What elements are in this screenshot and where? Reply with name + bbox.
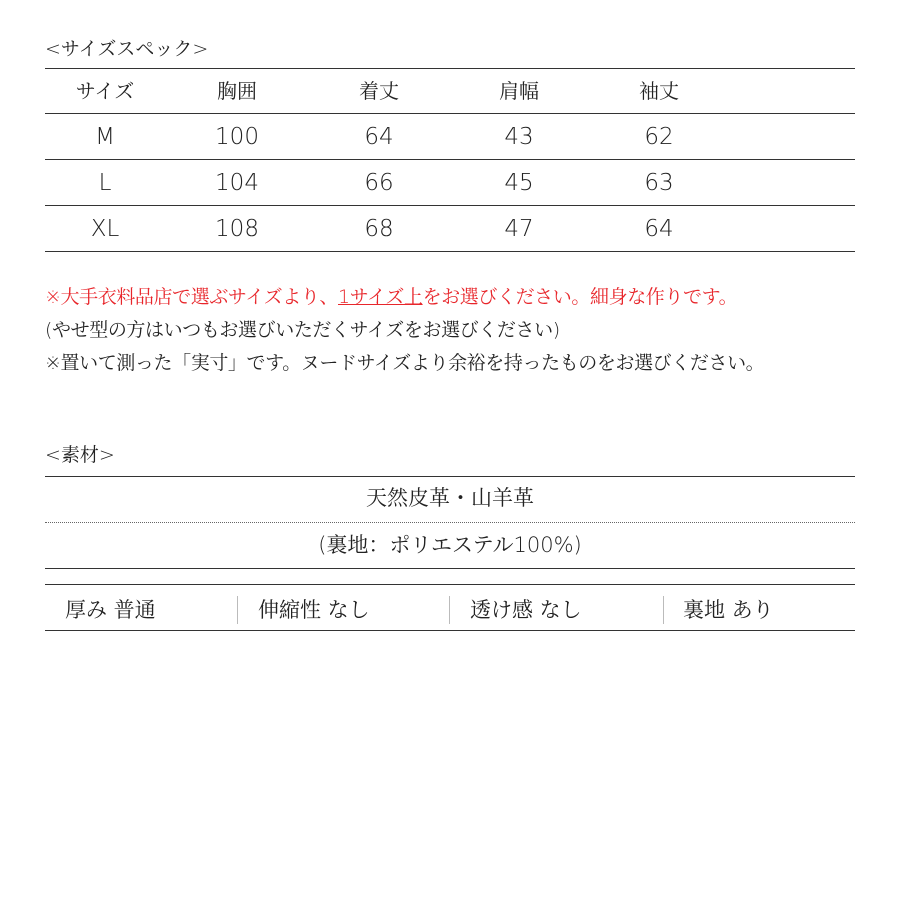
cell-shoulder: 47 [504, 216, 534, 242]
table-row [45, 160, 855, 206]
property-separator [663, 596, 664, 624]
cell-length: 66 [364, 170, 394, 196]
table-row [45, 206, 855, 252]
size-spec-title: <サイズスペック> [45, 38, 209, 60]
material-title: <素材> [45, 444, 115, 466]
material-bottom-rule [45, 568, 855, 569]
cell-size: XL [90, 216, 120, 242]
cell-chest: 100 [215, 124, 259, 150]
properties-bottom-rule [45, 630, 855, 631]
note-red-part1: ※大手衣料品店で選ぶサイズより、 [45, 286, 339, 308]
property-separator [237, 596, 238, 624]
properties-row [45, 590, 855, 630]
sizing-note-red [45, 282, 737, 309]
header-sleeve: 袖丈 [639, 79, 679, 103]
table-row [45, 114, 855, 160]
cell-shoulder: 45 [504, 170, 534, 196]
cell-length: 64 [364, 124, 394, 150]
header-size: サイズ [75, 79, 135, 103]
material-dotted-rule [45, 522, 855, 523]
property-thickness: 厚み 普通 [65, 598, 156, 622]
property-separator [449, 596, 450, 624]
cell-size: M [95, 124, 115, 150]
size-table-header [45, 68, 855, 114]
cell-sleeve: 64 [644, 216, 674, 242]
cell-sleeve: 63 [644, 170, 674, 196]
cell-size: L [98, 170, 112, 196]
cell-chest: 104 [215, 170, 259, 196]
material-lining: (裏地：ポリエステル100%) [318, 533, 582, 557]
note-red-part2: をお選びください。細身な作りです。 [422, 286, 738, 308]
cell-length: 68 [364, 216, 394, 242]
note-red-underlined: 1サイズ上 [338, 286, 423, 308]
header-length: 着丈 [359, 79, 399, 103]
property-stretch: 伸縮性 なし [258, 598, 370, 622]
sizing-note-measure: ※置いて測った「実寸」です。ヌードサイズより余裕を持ったものをお選びください。 [45, 352, 765, 374]
properties-top-rule [45, 584, 855, 585]
cell-sleeve: 62 [644, 124, 674, 150]
size-table [45, 68, 855, 252]
sizing-note-slim: (やせ型の方はいつもお選びいただくサイズをお選びください) [45, 319, 560, 341]
cell-shoulder: 43 [504, 124, 534, 150]
property-sheer: 透け感 なし [470, 598, 582, 622]
header-chest: 胸囲 [217, 79, 257, 103]
property-lining: 裏地 あり [683, 598, 774, 622]
header-shoulder: 肩幅 [499, 79, 539, 103]
row-divider [45, 251, 855, 252]
cell-chest: 108 [215, 216, 259, 242]
material-main: 天然皮革・山羊革 [366, 486, 534, 510]
material-top-rule [45, 476, 855, 477]
